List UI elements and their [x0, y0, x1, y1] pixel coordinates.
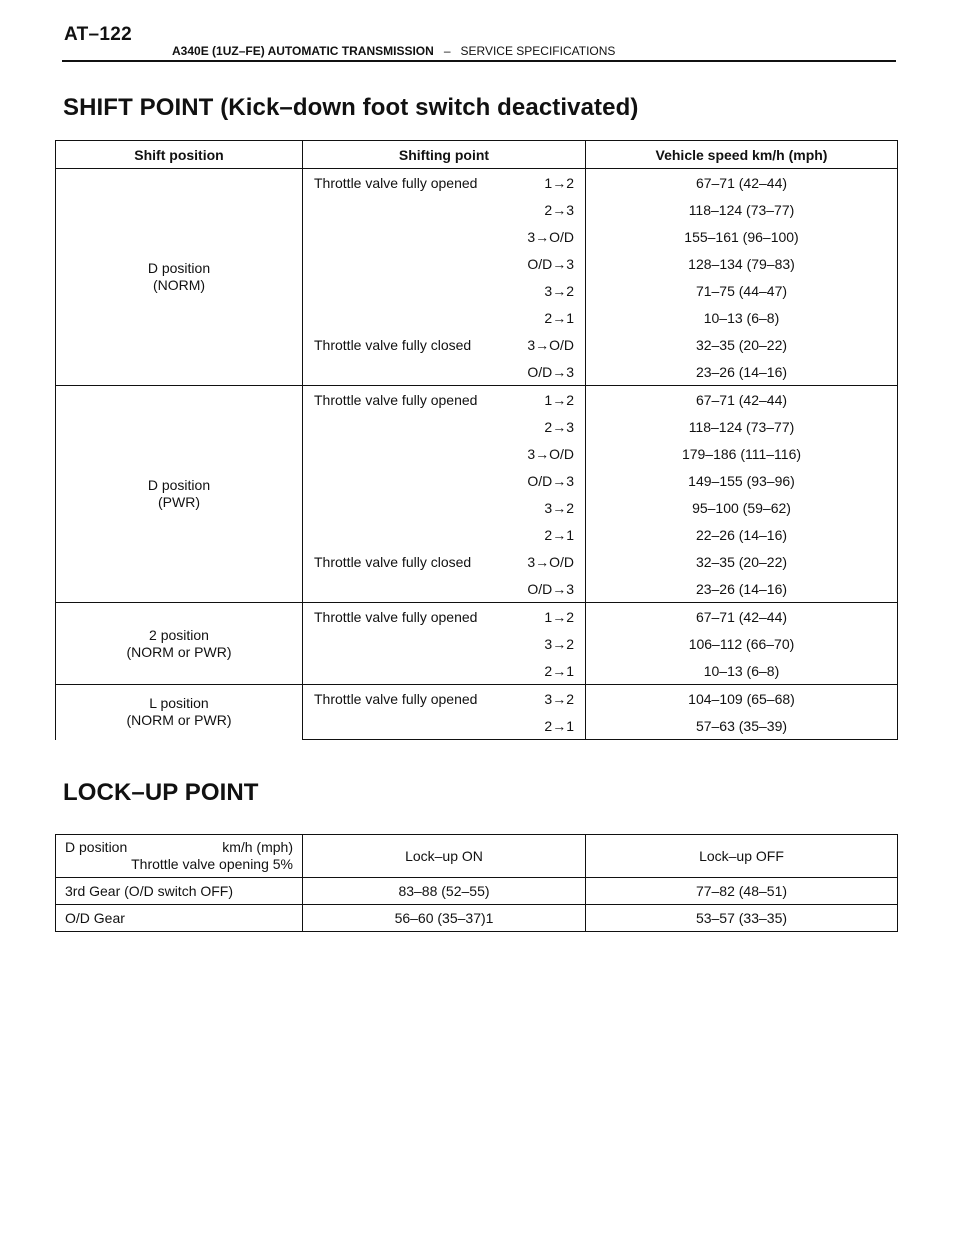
shifting-point-cell	[303, 223, 586, 250]
shift-position-label: (NORM or PWR)	[126, 643, 232, 660]
page-number: AT–122	[64, 24, 132, 45]
shifting-point-cell	[303, 440, 586, 467]
shifting-point-cell	[303, 575, 586, 603]
lockup-off-value: 77–82 (48–51)	[586, 878, 898, 905]
shifting-point-cell	[303, 169, 586, 197]
column-header-lockup-off: Lock–up OFF	[586, 835, 898, 878]
vehicle-speed-value: 67–71 (42–44)	[586, 386, 898, 414]
gear-shift: 2→1	[544, 309, 574, 326]
section-title: A340E (1UZ–FE) AUTOMATIC TRANSMISSION	[172, 44, 434, 58]
shifting-point-cell	[303, 712, 586, 740]
gear-shift: 3→O/D	[527, 228, 574, 245]
shifting-point-cell	[303, 196, 586, 223]
vehicle-speed-value: 23–26 (14–16)	[586, 358, 898, 386]
column-header-vehicle-speed: Vehicle speed km/h (mph)	[586, 141, 898, 169]
vehicle-speed-value: 128–134 (79–83)	[586, 250, 898, 277]
shifting-point-cell	[303, 277, 586, 304]
lockup-on-value: 56–60 (35–37)1	[303, 905, 586, 932]
shift-position-label: (PWR)	[158, 494, 200, 510]
lockup-point-table	[55, 834, 898, 932]
vehicle-speed-value: 149–155 (93–96)	[586, 467, 898, 494]
subsection-title: SERVICE SPECIFICATIONS	[460, 44, 616, 58]
shifting-point-cell	[303, 250, 586, 277]
shift-table-body	[56, 169, 898, 740]
throttle-condition: Throttle valve fully opened	[314, 391, 478, 408]
shift-position-label: 2 position	[149, 626, 209, 643]
column-header-lockup-on: Lock–up ON	[303, 835, 586, 878]
gear-shift: 3→2	[544, 499, 574, 516]
throttle-condition: Throttle valve fully opened	[314, 608, 478, 625]
shifting-point-cell	[303, 494, 586, 521]
vehicle-speed-value: 155–161 (96–100)	[586, 223, 898, 250]
vehicle-speed-value: 104–109 (65–68)	[586, 685, 898, 713]
table-row	[56, 685, 898, 713]
shift-point-table	[55, 140, 898, 740]
vehicle-speed-value: 71–75 (44–47)	[586, 277, 898, 304]
shifting-point-cell	[303, 521, 586, 548]
vehicle-speed-value: 118–124 (73–77)	[586, 413, 898, 440]
vehicle-speed-value: 118–124 (73–77)	[586, 196, 898, 223]
gear-shift: 3→2	[544, 282, 574, 299]
shift-point-title: SHIFT POINT (Kick–down foot switch deactivated)	[63, 94, 639, 121]
shifting-point-cell	[303, 548, 586, 575]
gear-shift: 2→3	[544, 201, 574, 218]
vehicle-speed-value: 95–100 (59–62)	[586, 494, 898, 521]
lockup-header-throttle: Throttle valve opening 5%	[131, 856, 293, 872]
gear-shift: O/D→3	[527, 472, 574, 489]
gear-shift: O/D→3	[527, 580, 574, 597]
gear-label: O/D Gear	[56, 905, 303, 932]
table-row	[56, 878, 898, 905]
table-row	[56, 169, 898, 197]
gear-shift: 3→O/D	[527, 445, 574, 462]
vehicle-speed-value: 106–112 (66–70)	[586, 630, 898, 657]
gear-shift: 1→2	[544, 608, 574, 625]
gear-shift: 2→1	[544, 662, 574, 679]
throttle-condition: Throttle valve fully opened	[314, 174, 478, 191]
gear-shift: 1→2	[544, 174, 574, 191]
shift-position-cell	[56, 685, 303, 740]
vehicle-speed-value: 22–26 (14–16)	[586, 521, 898, 548]
gear-shift: 1→2	[544, 391, 574, 408]
table-row	[56, 603, 898, 631]
shifting-point-cell	[303, 386, 586, 414]
vehicle-speed-value: 57–63 (35–39)	[586, 712, 898, 740]
table-row	[56, 386, 898, 414]
gear-shift: 2→3	[544, 418, 574, 435]
throttle-condition: Throttle valve fully closed	[314, 553, 472, 570]
lockup-header-position: D position	[65, 839, 128, 855]
lockup-off-value: 53–57 (33–35)	[586, 905, 898, 932]
shift-position-cell	[56, 169, 303, 386]
column-header-shift-position: Shift position	[56, 141, 303, 169]
gear-shift: O/D→3	[527, 255, 574, 272]
shift-position-label: (NORM)	[152, 277, 206, 293]
shift-position-label: (NORM or PWR)	[126, 712, 232, 729]
table-header-row	[56, 835, 898, 878]
shift-position-cell	[56, 386, 303, 603]
shift-position-label: D position	[147, 477, 211, 493]
lockup-header-unit: km/h (mph)	[222, 839, 293, 855]
shift-position-label: L position	[149, 695, 209, 712]
vehicle-speed-value: 32–35 (20–22)	[586, 548, 898, 575]
gear-shift: 3→2	[544, 635, 574, 652]
shifting-point-cell	[303, 685, 586, 713]
vehicle-speed-value: 10–13 (6–8)	[586, 304, 898, 331]
gear-shift: 3→2	[544, 690, 574, 707]
throttle-condition: Throttle valve fully opened	[314, 690, 478, 707]
vehicle-speed-value: 179–186 (111–116)	[586, 440, 898, 467]
running-header	[172, 44, 615, 58]
vehicle-speed-value: 32–35 (20–22)	[586, 331, 898, 358]
vehicle-speed-value: 10–13 (6–8)	[586, 657, 898, 685]
gear-shift: 2→1	[544, 526, 574, 543]
shifting-point-cell	[303, 358, 586, 386]
vehicle-speed-value: 67–71 (42–44)	[586, 169, 898, 197]
gear-label: 3rd Gear (O/D switch OFF)	[56, 878, 303, 905]
header-rule	[62, 60, 896, 62]
gear-shift: 3→O/D	[527, 336, 574, 353]
table-header-row	[56, 141, 898, 169]
shifting-point-cell	[303, 630, 586, 657]
shift-position-cell	[56, 603, 303, 685]
shifting-point-cell	[303, 657, 586, 685]
gear-shift: 3→O/D	[527, 553, 574, 570]
lockup-on-value: 83–88 (52–55)	[303, 878, 586, 905]
vehicle-speed-value: 67–71 (42–44)	[586, 603, 898, 631]
shifting-point-cell	[303, 413, 586, 440]
header-separator: –	[443, 44, 451, 58]
shifting-point-cell	[303, 467, 586, 494]
lockup-header-cell	[56, 835, 303, 878]
column-header-shifting-point: Shifting point	[303, 141, 586, 169]
throttle-condition: Throttle valve fully closed	[314, 336, 472, 353]
lockup-point-title: LOCK–UP POINT	[63, 779, 259, 806]
shifting-point-cell	[303, 603, 586, 631]
vehicle-speed-value: 23–26 (14–16)	[586, 575, 898, 603]
table-row	[56, 905, 898, 932]
gear-shift: 2→1	[544, 717, 574, 734]
shift-position-label: D position	[147, 260, 211, 276]
shifting-point-cell	[303, 331, 586, 358]
shifting-point-cell	[303, 304, 586, 331]
gear-shift: O/D→3	[527, 363, 574, 380]
